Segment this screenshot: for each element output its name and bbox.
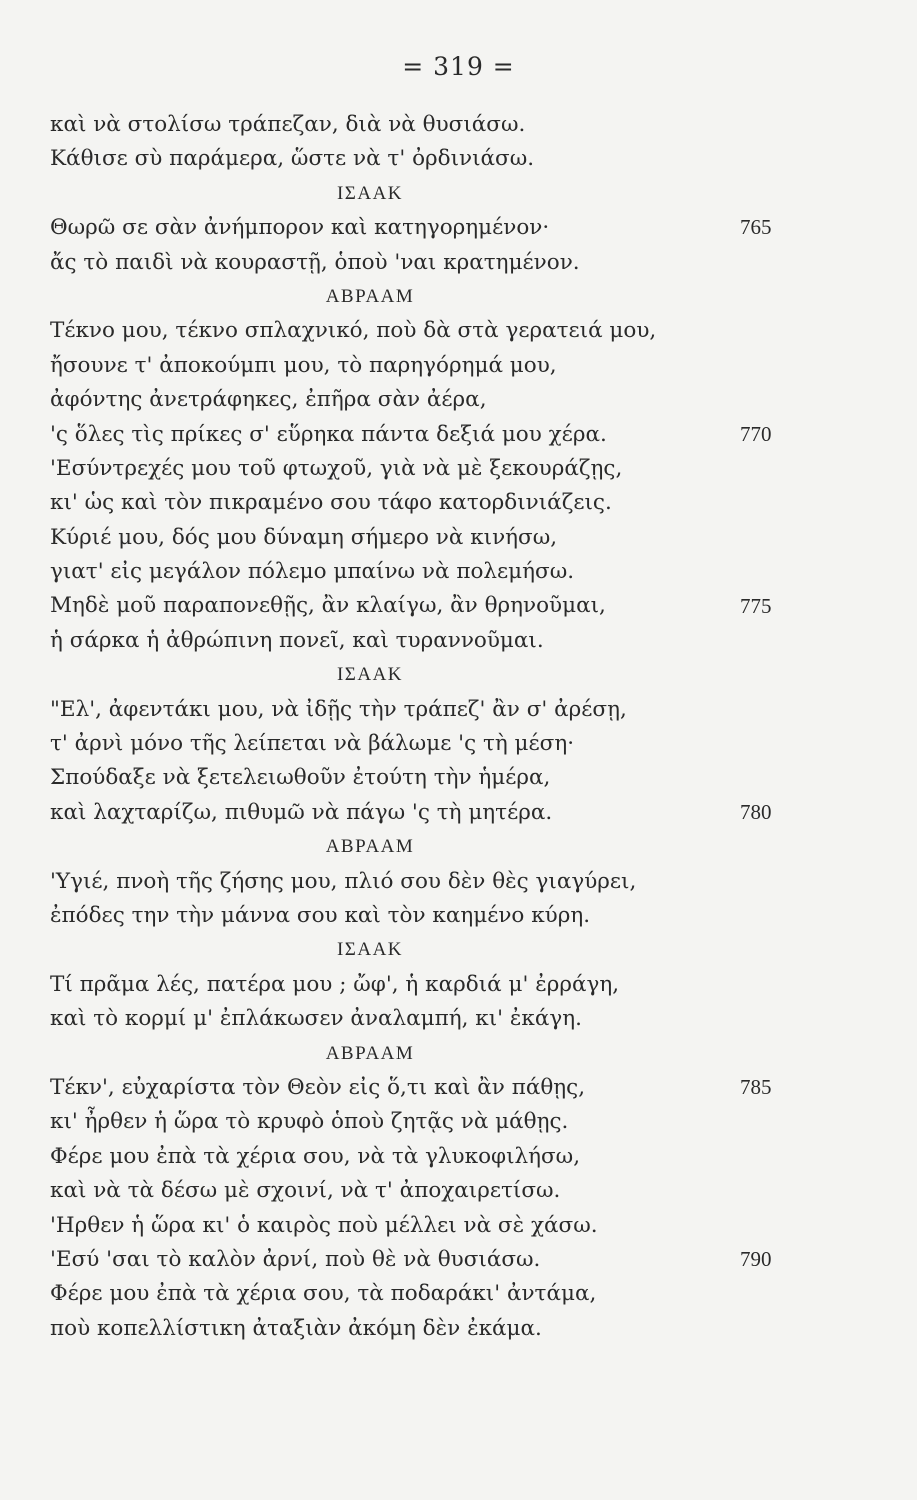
verse-line: Σπούδαξε νὰ ξετελειωθοῦν ἐτούτη τὴν ἡμέρα, (50, 765, 551, 791)
speaker-name: ΙΣΑΑΚ (336, 939, 404, 961)
speaker-name: ΑΒΡΑΑΜ (325, 836, 415, 858)
verse-line: Τέκνο μου, τέκνο σπλαχνικό, ποὺ δὰ στὰ γερατειά μου, (50, 318, 657, 344)
speaker-name: ΙΣΑΑΚ (336, 182, 404, 204)
verse-line: ἀφόντης ἀνετράφηκες, ἐπῆρα σὰν ἀέρα, (50, 387, 487, 413)
line-number: 765 (740, 215, 772, 240)
speaker-name: ΑΒΡΑΑΜ (325, 285, 415, 307)
verse-line: ἤσουνε τ' ἀποκούμπι μου, τὸ παρηγόρημά μου, (50, 352, 557, 378)
verse-line: 'Υγιέ, πνοὴ τῆς ζήσης μου, πλιό σου δὲν θὲς γιαγύρει, (50, 868, 637, 894)
line-number: 785 (740, 1075, 772, 1100)
verse-line: ἄς τὸ παιδὶ νὰ κουραστῇ, ὁποὺ 'ναι κρατημένον. (50, 249, 580, 275)
speaker-name: ΑΒΡΑΑΜ (325, 1042, 415, 1064)
verse-line: καὶ λαχταρίζω, πιθυμῶ νὰ πάγω 'ς τὴ μητέρα. (50, 799, 553, 825)
verse-line: ποὺ κοπελλίστικη ἀταξιὰν ἀκόμη δὲν ἐκάμα. (50, 1315, 542, 1341)
line-number: 790 (740, 1247, 772, 1272)
line-number: 780 (740, 800, 772, 824)
speaker-name: ΙΣΑΑΚ (336, 664, 404, 686)
verse-line: ἡ σάρκα ἡ ἀθρώπινη πονεῖ, καὶ τυραννοῦμαι. (50, 627, 544, 653)
verse-line: ἐπόδες την τὴν μάννα σου καὶ τὸν καημένο κύρη. (50, 902, 591, 928)
verse-line: Φέρε μου ἐπὰ τὰ χέρια σου, νὰ τὰ γλυκοφιλήσω, (50, 1143, 581, 1169)
verse-line: Τί πρᾶμα λές, πατέρα μου ; ὤφ', ἡ καρδιά μ' ἐρράγη, (50, 971, 620, 997)
verse-line: 'Εσύντρεχές μου τοῦ φτωχοῦ, γιὰ νὰ μὲ ξεκουράζῃς, (50, 455, 623, 481)
verse-line: γιατ' εἰς μεγάλον πόλεμο μπαίνω νὰ πολεμήσω. (50, 559, 575, 585)
verse-line: τ' ἀρνὶ μόνο τῆς λείπεται νὰ βάλωμε 'ς τὴ μέση· (50, 731, 575, 757)
verse-line: κι' ἦρθεν ἡ ὥρα τὸ κρυφὸ ὁποὺ ζητᾷς νὰ μάθῃς. (50, 1109, 569, 1135)
verse-line: 'ς ὅλες τὶς πρίκες σ' εὕρηκα πάντα δεξιά μου χέρα. (50, 421, 607, 447)
verse-line: Μηδὲ μοῦ παραπονεθῇς, ἂν κλαίγω, ἂν θρηνοῦμαι, (50, 593, 606, 619)
verse-line: 'Ηρθεν ἡ ὥρα κι' ὁ καιρὸς ποὺ μέλλει νὰ σὲ χάσω. (50, 1212, 598, 1238)
line-number: 775 (740, 593, 772, 618)
verse-line: "Ελ', ἀφεντάκι μου, νὰ ἰδῇς τὴν τράπεζ' ἂν σ' ἀρέσῃ, (50, 696, 627, 722)
verse-line: καὶ νὰ στολίσω τράπεζαν, διὰ νὰ θυσιάσω. (50, 112, 526, 137)
verse-line: 'Εσύ 'σαι τὸ καλὸν ἀρνί, ποὺ θὲ νὰ θυσιάσω. (50, 1246, 541, 1272)
poem-text (50, 108, 690, 1346)
verse-line: Θωρῶ σε σὰν ἀνήμπορον καὶ κατηγορημένον· (50, 215, 550, 241)
verse-line: κι' ὡς καὶ τὸν πικραμένο σου τάφο κατορδινιάζεις. (50, 490, 612, 516)
verse-line: καὶ νὰ τὰ δέσω μὲ σχοινί, νὰ τ' ἀποχαιρετίσω. (50, 1178, 561, 1204)
verse-line: Φέρε μου ἐπὰ τὰ χέρια σου, τὰ ποδαράκι' ἀντάμα, (50, 1281, 597, 1307)
verse-line: Κύριέ μου, δός μου δύναμη σήμερο νὰ κινήσω, (50, 524, 558, 550)
verse-line: Τέκν', εὐχαρίστα τὸν Θεὸν εἰς ὅ,τι καὶ ἂν πάθῃς, (50, 1074, 586, 1100)
line-number: 770 (740, 421, 772, 446)
verse-line: Κάθισε σὺ παράμερα, ὥστε νὰ τ' ὀρδινιάσω. (50, 146, 535, 172)
page-number: = 319 = (402, 52, 515, 81)
verse-line: καὶ τὸ κορμί μ' ἐπλάκωσεν ἀναλαμπή, κι' ἐκάγη. (50, 1006, 582, 1032)
